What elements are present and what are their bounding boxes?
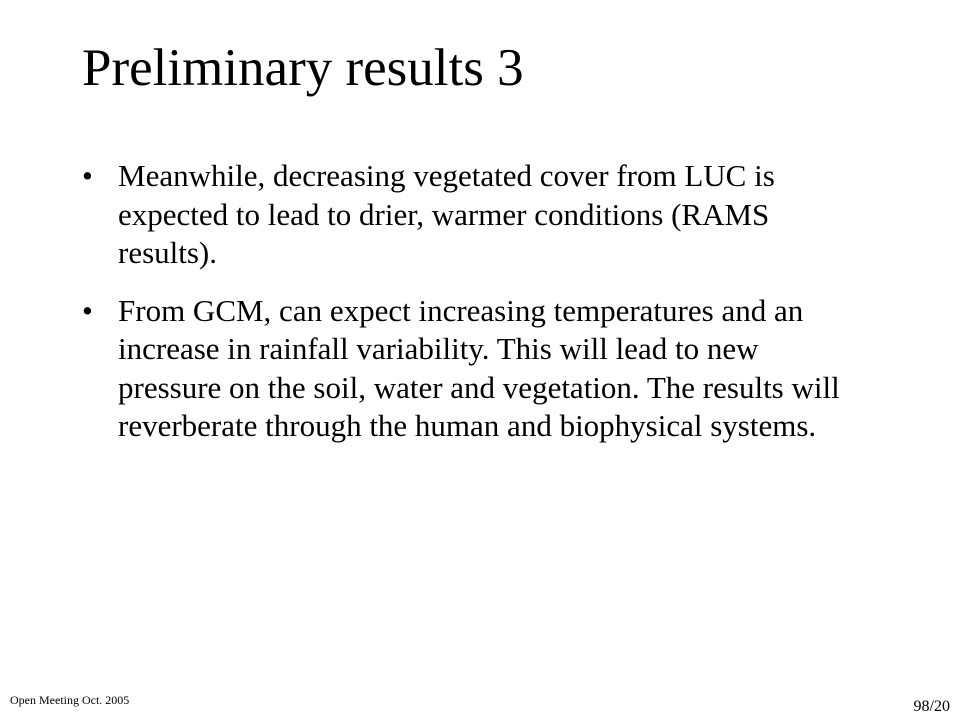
- bullet-list: [82, 157, 852, 465]
- bullet-marker-1: •: [82, 158, 93, 193]
- page-number: 98/20: [913, 698, 950, 715]
- bullet-text-2: From GCM, can expect increasing temperatures and an increase in rainfall variability. This will lead to new pressure on the soil, water and vegetation. The results will reverberate through the human and biophysical systems.: [118, 292, 840, 443]
- slide-title: Preliminary results 3: [82, 39, 524, 97]
- bullet-item-1: [82, 157, 852, 273]
- footer-meeting-label: Open Meeting Oct. 2005: [10, 693, 130, 707]
- bullet-text-1: Meanwhile, decreasing vegetated cover from LUC is expected to lead to drier, warmer conditions (RAMS results).: [118, 158, 775, 270]
- bullet-marker-2: •: [82, 292, 93, 328]
- bullet-item-2: [82, 292, 852, 446]
